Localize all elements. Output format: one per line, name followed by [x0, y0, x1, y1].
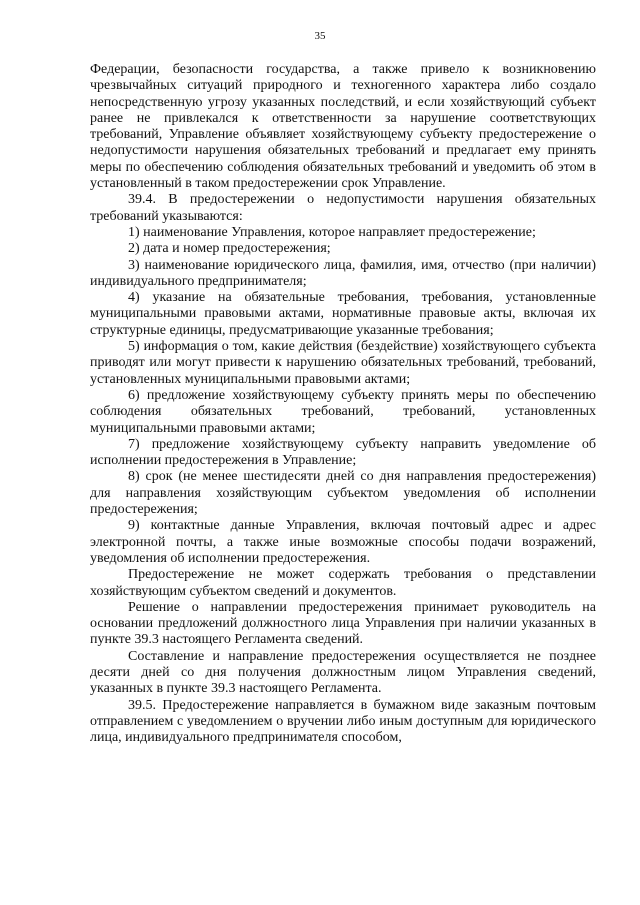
paragraph-continuation: Федерации, безопасности государства, а также привело к возникновению чрезвычайных ситуаций природного и техногенного характера либо создало непосредственную угрозу указанных последствий, и если хозяйствующий субъект ранее не привлекался к ответственности за нарушение соответствующих требований, Управление объявляет хозяйствующему субъекту предостережение о недопустимости нарушения обязательных требований и предлагает ему принять меры по обеспечению соблюдения обязательных требований и уведомить об этом в установленный в таком предостережении срок Управление.: [90, 62, 596, 192]
list-item-7: 7) предложение хозяйствующему субъекту направить уведомление об исполнении предостережения в Управление;: [90, 436, 596, 469]
page-number: 35: [314, 30, 326, 42]
paragraph-restriction: Предостережение не может содержать требования о представлении хозяйствующим субъектом сведений и документов.: [90, 567, 596, 599]
list-item-3: 3) наименование юридического лица, фамилия, имя, отчество (при наличии) индивидуального предпринимателя;: [90, 257, 596, 289]
list-item-8: 8) срок (не менее шестидесяти дней со дня направления предостережения) для направления хозяйствующим субъектом уведомления об исполнении предостережения;: [90, 469, 596, 518]
paragraph-decision: Решение о направлении предостережения принимает руководитель на основании предложений должностного лица Управления при наличии указанных в пункте 39.3 настоящего Регламента сведений.: [90, 599, 596, 648]
document-body: [90, 62, 596, 746]
list-item-5: 5) информация о том, какие действия (бездействие) хозяйствующего субъекта приводят или могут привести к нарушению обязательных требований, требований, установленных муниципальными правовыми актами;: [90, 339, 596, 387]
list-item-1: 1) наименование Управления, которое направляет предостережение;: [128, 224, 536, 240]
list-item-2: 2) дата и номер предостережения;: [128, 241, 331, 257]
paragraph-deadline: Составление и направление предостережения осуществляется не позднее десяти дней со дня получения должностным лицом Управления сведений, указанных в пункте 39.3 настоящего Регламента.: [90, 648, 596, 697]
paragraph-39-5: 39.5. Предостережение направляется в бумажном виде заказным почтовым отправлением с уведомлением о вручении либо иным доступным для юридического лица, индивидуального предпринимателя способом,: [90, 697, 596, 746]
list-item-4: 4) указание на обязательные требования, требования, установленные муниципальными правовыми актами, нормативные правовые акты, включая их структурные единицы, предусматривающие указанные требования;: [90, 290, 596, 338]
list-item-9: 9) контактные данные Управления, включая почтовый адрес и адрес электронной почты, а также иные возможные способы подачи возражений, уведомления об исполнении предостережения.: [90, 518, 596, 566]
list-item-6: 6) предложение хозяйствующему субъекту принять меры по обеспечению соблюдения обязательных требований, требований, установленных муниципальными правовыми актами;: [90, 387, 596, 436]
paragraph-39-4: 39.4. В предостережении о недопустимости нарушения обязательных требований указываются:: [90, 192, 596, 224]
